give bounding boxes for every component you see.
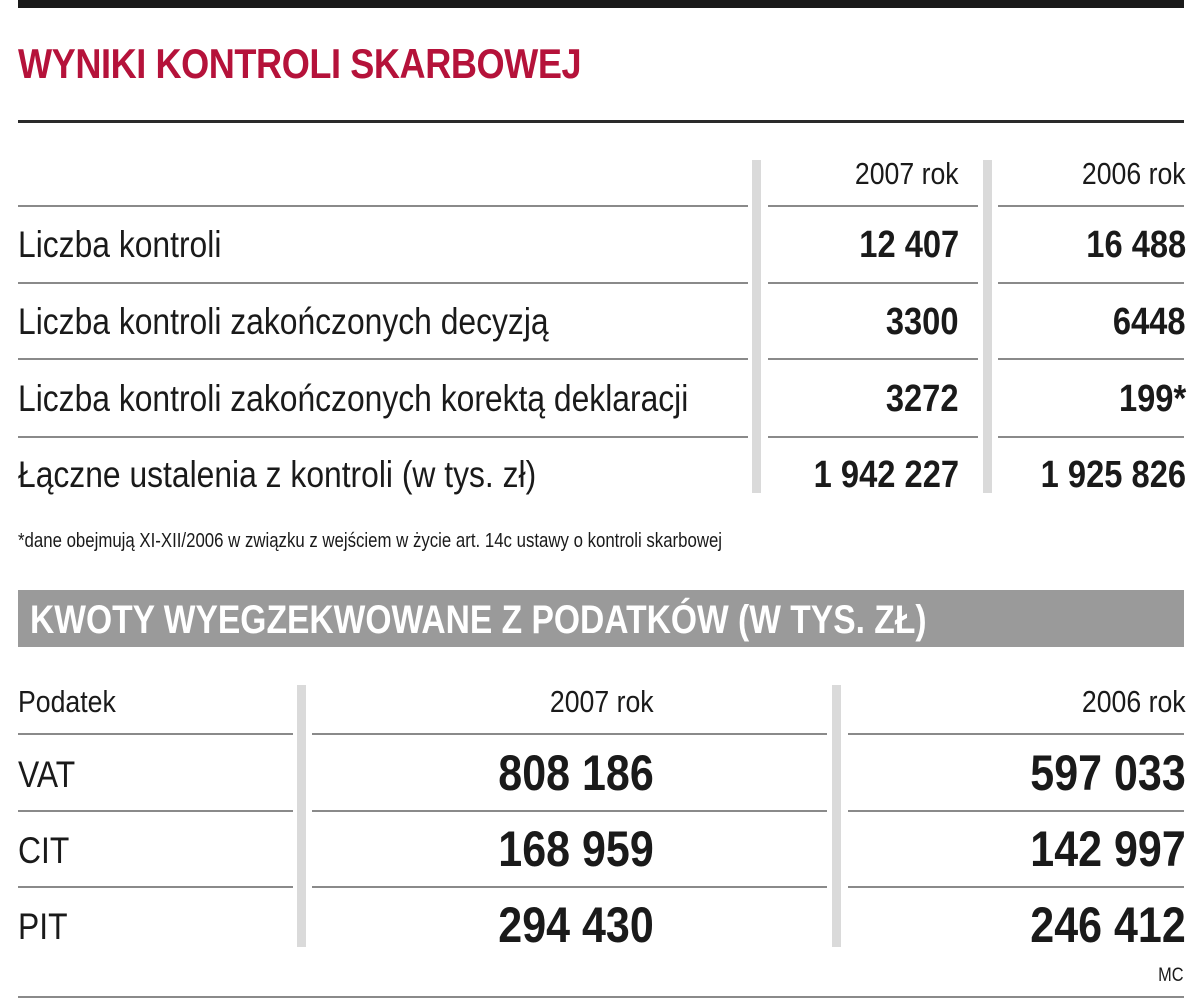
row-divider xyxy=(18,886,293,888)
tax-value-2007: 168 959 xyxy=(498,821,654,877)
row-divider xyxy=(18,810,293,812)
column-separator xyxy=(752,160,761,493)
header-tax: Podatek xyxy=(18,684,116,719)
row-divider xyxy=(998,358,1184,360)
tax-value-2007: 808 186 xyxy=(498,745,654,801)
row-divider xyxy=(18,733,293,735)
row-divider xyxy=(768,282,978,284)
bottom-rule xyxy=(18,996,1184,998)
tax-name: PIT xyxy=(18,906,68,947)
row-divider xyxy=(848,733,1184,735)
row-value-2006: 6448 xyxy=(1113,301,1186,343)
tax-value-2006: 597 033 xyxy=(1030,745,1186,801)
section2-title: KWOTY WYEGZEKWOWANE Z PODATKÓW (W TYS. ZŁ) xyxy=(30,598,927,642)
header-2006: 2006 rok xyxy=(1082,156,1186,191)
row-value-2007: 1 942 227 xyxy=(813,454,959,496)
row-divider xyxy=(848,886,1184,888)
row-label: Liczba kontroli zakończonych korektą deklaracji xyxy=(18,378,689,419)
tax-value-2006: 246 412 xyxy=(1030,897,1186,953)
column-separator xyxy=(297,685,306,947)
row-divider xyxy=(768,436,978,438)
row-divider xyxy=(998,282,1184,284)
column-separator xyxy=(983,160,992,493)
tax-name: VAT xyxy=(18,754,76,795)
row-divider xyxy=(18,282,748,284)
tax-value-2007: 294 430 xyxy=(498,897,654,953)
row-divider xyxy=(312,733,827,735)
title-underline xyxy=(18,120,1184,123)
row-divider xyxy=(998,436,1184,438)
row-divider xyxy=(18,436,748,438)
row-label: Liczba kontroli xyxy=(18,224,222,265)
row-label: Łączne ustalenia z kontroli (w tys. zł) xyxy=(18,454,537,495)
row-divider xyxy=(848,810,1184,812)
row-divider xyxy=(312,810,827,812)
row-divider xyxy=(18,205,748,207)
row-value-2006: 16 488 xyxy=(1086,224,1186,266)
section1-title: WYNIKI KONTROLI SKARBOWEJ xyxy=(18,40,582,87)
row-divider xyxy=(18,358,748,360)
footnote: *dane obejmują XI-XII/2006 w związku z wejściem w życie art. 14c ustawy o kontroli skarbowej xyxy=(18,530,723,552)
header-2006: 2006 rok xyxy=(1082,684,1186,719)
row-label: Liczba kontroli zakończonych decyzją xyxy=(18,301,549,342)
row-divider xyxy=(312,886,827,888)
tax-value-2006: 142 997 xyxy=(1030,821,1186,877)
row-value-2007: 12 407 xyxy=(859,224,959,266)
row-value-2006: 199* xyxy=(1118,378,1186,420)
row-value-2006: 1 925 826 xyxy=(1040,454,1186,496)
row-value-2007: 3272 xyxy=(886,378,959,420)
top-bar xyxy=(18,0,1184,8)
column-separator xyxy=(832,685,841,947)
tax-name: CIT xyxy=(18,830,70,871)
row-divider xyxy=(768,205,978,207)
header-2007: 2007 rok xyxy=(855,156,959,191)
row-divider xyxy=(768,358,978,360)
header-2007: 2007 rok xyxy=(550,684,654,719)
row-value-2007: 3300 xyxy=(886,301,959,343)
credit: MC xyxy=(1158,965,1184,986)
row-divider xyxy=(998,205,1184,207)
